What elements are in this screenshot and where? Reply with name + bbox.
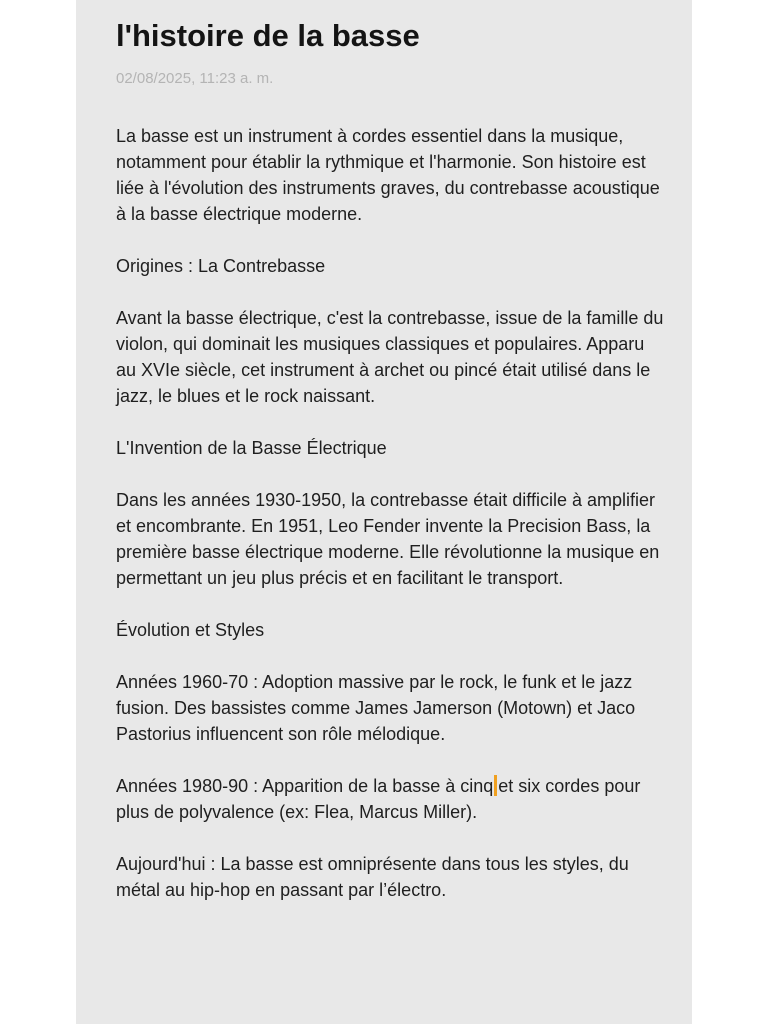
paragraph-1980-90[interactable] bbox=[116, 773, 664, 825]
paragraph-contrebasse[interactable]: Avant la basse électrique, c'est la contrebasse, issue de la famille du violon, qui dominait les musiques classiques et populaires. Apparu au XVIe siècle, cet instrument à archet ou pincé était utilisé dans le jazz, le blues et le rock naissant. bbox=[116, 308, 664, 406]
note-body[interactable] bbox=[116, 123, 664, 929]
paragraph-1960-70[interactable]: Années 1960-70 : Adoption massive par le rock, le funk et le jazz fusion. Des bassistes comme James Jamerson (Motown) et Jaco Pastorius influencent son rôle mélodique. bbox=[116, 672, 636, 744]
paragraph-invention[interactable]: Dans les années 1930-1950, la contrebasse était difficile à amplifier et encombrante. En 1951, Leo Fender invente la Precision Bass, la première basse électrique moderne. Elle révolutionne la musique en permettant un jeu plus précis et en facilitant le transport. bbox=[116, 490, 660, 588]
note-timestamp: 02/08/2025, 11:23 a. m. bbox=[116, 70, 274, 87]
paragraph-1980-90-before-cursor: Années 1980-90 : Apparition de la basse à cinq bbox=[116, 776, 494, 796]
section-heading-origines[interactable]: Origines : La Contrebasse bbox=[116, 256, 326, 276]
section-heading-invention[interactable]: L'Invention de la Basse Électrique bbox=[116, 438, 387, 458]
paragraph-intro[interactable]: La basse est un instrument à cordes essentiel dans la musique, notamment pour établir la rythmique et l'harmonie. Son histoire est liée à l'évolution des instruments graves, du contrebasse acoustique à la basse électrique moderne. bbox=[116, 126, 660, 224]
section-heading-evolution[interactable]: Évolution et Styles bbox=[116, 620, 265, 640]
note-page bbox=[76, 0, 692, 1024]
paragraph-1980-90-after-cursor: et six cordes pour plus de polyvalence (ex: Flea, Marcus Miller). bbox=[116, 776, 641, 822]
paragraph-aujourdhui[interactable]: Aujourd'hui : La basse est omniprésente dans tous les styles, du métal au hip-hop en passant par l’électro. bbox=[116, 854, 629, 900]
note-title[interactable]: l'histoire de la basse bbox=[116, 18, 420, 53]
text-cursor bbox=[494, 775, 497, 796]
